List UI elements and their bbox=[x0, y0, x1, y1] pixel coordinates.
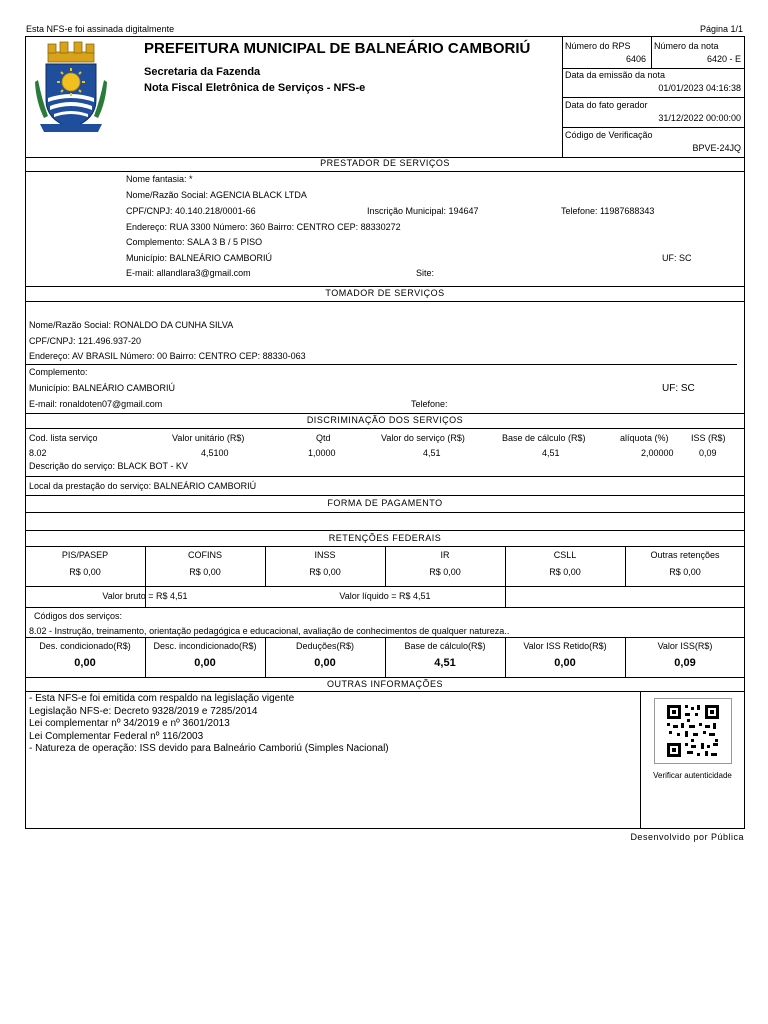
ret-h-ir: IR bbox=[440, 550, 450, 560]
city-title: PREFEITURA MUNICIPAL DE BALNEÁRIO CAMBORIÚ bbox=[144, 40, 531, 57]
codigo-value: BPVE-24JQ bbox=[692, 143, 741, 153]
prestador-cnpj: CPF/CNPJ: 40.140.218/0001-66 bbox=[126, 206, 256, 216]
nota-label: Número da nota bbox=[654, 41, 719, 51]
serv-h-iss: ISS (R$) bbox=[691, 433, 726, 443]
ret-h-inss: INSS bbox=[314, 550, 336, 560]
prestador-title: PRESTADOR DE SERVIÇOS bbox=[320, 158, 450, 168]
prestador-fantasia: Nome fantasia: * bbox=[126, 174, 193, 184]
outras-line: - Esta NFS-e foi emitida com respaldo na legislação vigente bbox=[29, 693, 295, 704]
outras-line: - Natureza de operação: ISS devido para Balneário Camboriú (Simples Nacional) bbox=[29, 743, 389, 754]
tot-h-deducoes: Deduções(R$) bbox=[295, 641, 355, 651]
ret-h-pis: PIS/PASEP bbox=[61, 550, 109, 560]
ret-h-csll: CSLL bbox=[553, 550, 577, 560]
tot-v-iss: 0,09 bbox=[674, 657, 696, 669]
tomador-telefone: Telefone: bbox=[411, 399, 448, 409]
doc-type-title: Nota Fiscal Eletrônica de Serviços - NFS-e bbox=[144, 82, 366, 94]
serv-v-cod: 8.02 bbox=[29, 448, 47, 458]
valor-liquido: Valor líquido = R$ 4,51 bbox=[339, 591, 431, 601]
tot-v-iss-retido: 0,00 bbox=[554, 657, 576, 669]
tomador-endereco: Endereço: AV BRASIL Número: 00 Bairro: CENTRO CEP: 88330-063 bbox=[29, 351, 306, 361]
nota-value: 6420 - E bbox=[706, 54, 741, 64]
ret-v-pis: R$ 0,00 bbox=[69, 567, 101, 577]
serv-h-qtd: Qtd bbox=[316, 433, 331, 443]
serv-local: Local da prestação do serviço: BALNEÁRIO CAMBORIÚ bbox=[29, 481, 257, 491]
emissao-label: Data da emissão da nota bbox=[565, 70, 666, 80]
emissao-value: 01/01/2023 04:16:38 bbox=[658, 83, 741, 93]
ret-h-outras: Outras retenções bbox=[650, 550, 720, 560]
tot-h-iss: Valor ISS(R$) bbox=[657, 641, 713, 651]
prestador-razao: Nome/Razão Social: AGENCIA BLACK LTDA bbox=[126, 190, 307, 200]
tomador-razao: Nome/Razão Social: RONALDO DA CUNHA SILVA bbox=[29, 320, 234, 330]
fato-value: 31/12/2022 00:00:00 bbox=[658, 113, 741, 123]
tot-v-desc-incond: 0,00 bbox=[194, 657, 216, 669]
signed-note: Esta NFS-e foi assinada digitalmente bbox=[26, 24, 175, 34]
prestador-telefone: Telefone: 11987688343 bbox=[561, 206, 655, 216]
retencoes-title: RETENÇÕES FEDERAIS bbox=[328, 533, 442, 543]
secretaria-title: Secretaria da Fazenda bbox=[144, 66, 261, 78]
prestador-municipio: Município: BALNEÁRIO CAMBORIÚ bbox=[126, 253, 273, 263]
tot-h-desc-incond: Desc. incondicionado(R$) bbox=[153, 641, 257, 651]
prestador-email: E-mail: allandlara3@gmail.com bbox=[126, 268, 251, 278]
ret-v-inss: R$ 0,00 bbox=[309, 567, 341, 577]
serv-h-unit: Valor unitário (R$) bbox=[172, 433, 245, 443]
outras-lines bbox=[29, 693, 389, 756]
serv-h-valor: Valor do serviço (R$) bbox=[381, 433, 465, 443]
rps-label: Número do RPS bbox=[565, 41, 631, 51]
codigo-label: Código de Verificação bbox=[565, 130, 653, 140]
serv-v-qtd: 1,0000 bbox=[308, 448, 336, 458]
servicos-title: DISCRIMINAÇÃO DOS SERVIÇOS bbox=[306, 415, 464, 425]
tot-v-base: 4,51 bbox=[434, 657, 456, 669]
qr-code-icon[interactable] bbox=[654, 698, 732, 764]
ret-v-outras: R$ 0,00 bbox=[669, 567, 701, 577]
page-number: Página 1/1 bbox=[699, 24, 743, 34]
ret-v-cofins: R$ 0,00 bbox=[189, 567, 221, 577]
tot-h-iss-retido: Valor ISS Retido(R$) bbox=[523, 641, 607, 651]
serv-v-valor: 4,51 bbox=[423, 448, 441, 458]
serv-v-unit: 4,5100 bbox=[201, 448, 229, 458]
tot-v-des-cond: 0,00 bbox=[74, 657, 96, 669]
coat-of-arms-icon bbox=[34, 40, 108, 134]
verificar-autenticidade-link[interactable]: Verificar autenticidade bbox=[653, 771, 732, 780]
rps-value: 6406 bbox=[626, 54, 647, 64]
codigos-label: Códigos dos serviços: bbox=[34, 611, 123, 621]
prestador-site: Site: bbox=[416, 268, 435, 278]
tomador-municipio: Município: BALNEÁRIO CAMBORIÚ bbox=[29, 383, 176, 393]
footer-developer: Desenvolvido por Pública bbox=[630, 832, 744, 842]
serv-h-base: Base de cálculo (R$) bbox=[502, 433, 586, 443]
outras-line: Lei complementar nº 34/2019 e nº 3601/2013 bbox=[29, 718, 230, 729]
codigos-text: 8.02 - Instrução, treinamento, orientação pedagógica e educacional, avaliação de conhecimentos de qualquer natureza.. bbox=[29, 626, 510, 636]
serv-v-iss: 0,09 bbox=[699, 448, 717, 458]
outras-line: Legislação NFS-e: Decreto 9328/2019 e 7285/2014 bbox=[29, 705, 258, 717]
ret-v-csll: R$ 0,00 bbox=[549, 567, 581, 577]
prestador-complemento: Complemento: SALA 3 B / 5 PISO bbox=[126, 237, 263, 247]
serv-h-cod: Cod. lista serviço bbox=[29, 433, 98, 443]
tot-h-des-cond: Des. condicionado(R$) bbox=[39, 641, 131, 651]
prestador-endereco: Endereço: RUA 3300 Número: 360 Bairro: CENTRO CEP: 88330272 bbox=[126, 222, 401, 232]
tomador-email: E-mail: ronaldoten07@gmail.com bbox=[29, 399, 163, 409]
fato-label: Data do fato gerador bbox=[565, 100, 648, 110]
tomador-complemento: Complemento: bbox=[29, 367, 88, 377]
ret-v-ir: R$ 0,00 bbox=[429, 567, 461, 577]
tomador-title: TOMADOR DE SERVIÇOS bbox=[325, 288, 445, 298]
serv-v-aliquota: 2,00000 bbox=[641, 448, 674, 458]
tomador-uf: UF: SC bbox=[662, 383, 695, 394]
tomador-cpf: CPF/CNPJ: 121.496.937-20 bbox=[29, 336, 142, 346]
valor-bruto: Valor bruto = R$ 4,51 bbox=[102, 591, 188, 601]
prestador-uf: UF: SC bbox=[662, 253, 692, 263]
tot-v-deducoes: 0,00 bbox=[314, 657, 336, 669]
outras-line: Lei Complementar Federal nº 116/2003 bbox=[29, 730, 204, 742]
serv-v-base: 4,51 bbox=[542, 448, 560, 458]
prestador-inscricao: Inscrição Municipal: 194647 bbox=[367, 206, 479, 216]
tot-h-base: Base de cálculo(R$) bbox=[404, 641, 486, 651]
pagamento-title: FORMA DE PAGAMENTO bbox=[327, 498, 443, 508]
outras-title: OUTRAS INFORMAÇÕES bbox=[326, 679, 443, 689]
serv-descricao: Descrição do serviço: BLACK BOT - KV bbox=[29, 461, 188, 471]
serv-h-aliquota: alíquota (%) bbox=[620, 433, 669, 443]
ret-h-cofins: COFINS bbox=[187, 550, 222, 560]
